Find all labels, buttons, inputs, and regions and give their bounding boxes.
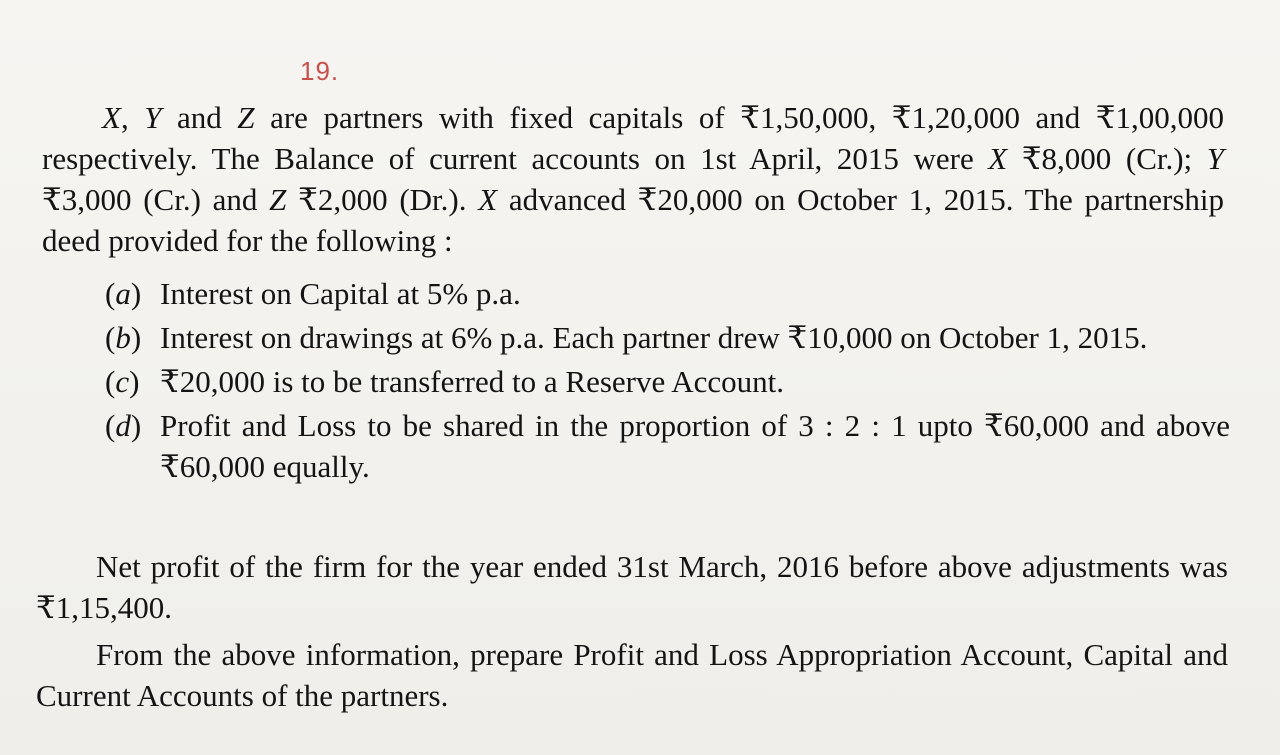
partner-y: Y xyxy=(144,100,162,135)
list-item xyxy=(105,361,1230,402)
question-number: 19. xyxy=(300,56,340,86)
instruction-paragraph: From the above information, prepare Profit and Loss Appropriation Account, Capital and Current Accounts of the partners. xyxy=(36,637,1228,713)
deed-provisions-list xyxy=(105,273,1230,490)
partner-z: Z xyxy=(237,100,255,135)
list-item-text: ₹20,000 is to be transferred to a Reserve Account. xyxy=(160,364,785,399)
list-item xyxy=(105,405,1230,487)
list-marker: (d) xyxy=(105,408,142,443)
list-marker: (c) xyxy=(105,364,140,399)
list-item-text: Profit and Loss to be shared in the proportion of 3 : 2 : 1 upto ₹60,000 and above ₹60,000 equally. xyxy=(160,408,1230,484)
partner-x: X xyxy=(102,100,121,135)
net-profit-paragraph: Net profit of the firm for the year ended 31st March, 2016 before above adjustments was ₹1,15,400. xyxy=(36,549,1228,625)
list-item xyxy=(105,317,1230,358)
list-marker: (a) xyxy=(105,276,142,311)
list-item xyxy=(105,273,1230,314)
question-intro-paragraph: X, Y and Z are partners with fixed capitals of ₹1,50,000, ₹1,20,000 and ₹1,00,000 respectively. The Balance of current accounts on 1st April, 2015 were X ₹8,000 (Cr.); Y ₹3,000 (Cr.) and Z ₹2,000 (Dr.). X advanced ₹20,000 on October 1, 2015. The partnership deed provided for the following : xyxy=(42,100,1225,258)
list-item-text: Interest on Capital at 5% p.a. xyxy=(160,276,521,311)
list-item-text: Interest on drawings at 6% p.a. Each partner drew ₹10,000 on October 1, 2015. xyxy=(160,320,1148,355)
list-marker: (b) xyxy=(105,320,142,355)
